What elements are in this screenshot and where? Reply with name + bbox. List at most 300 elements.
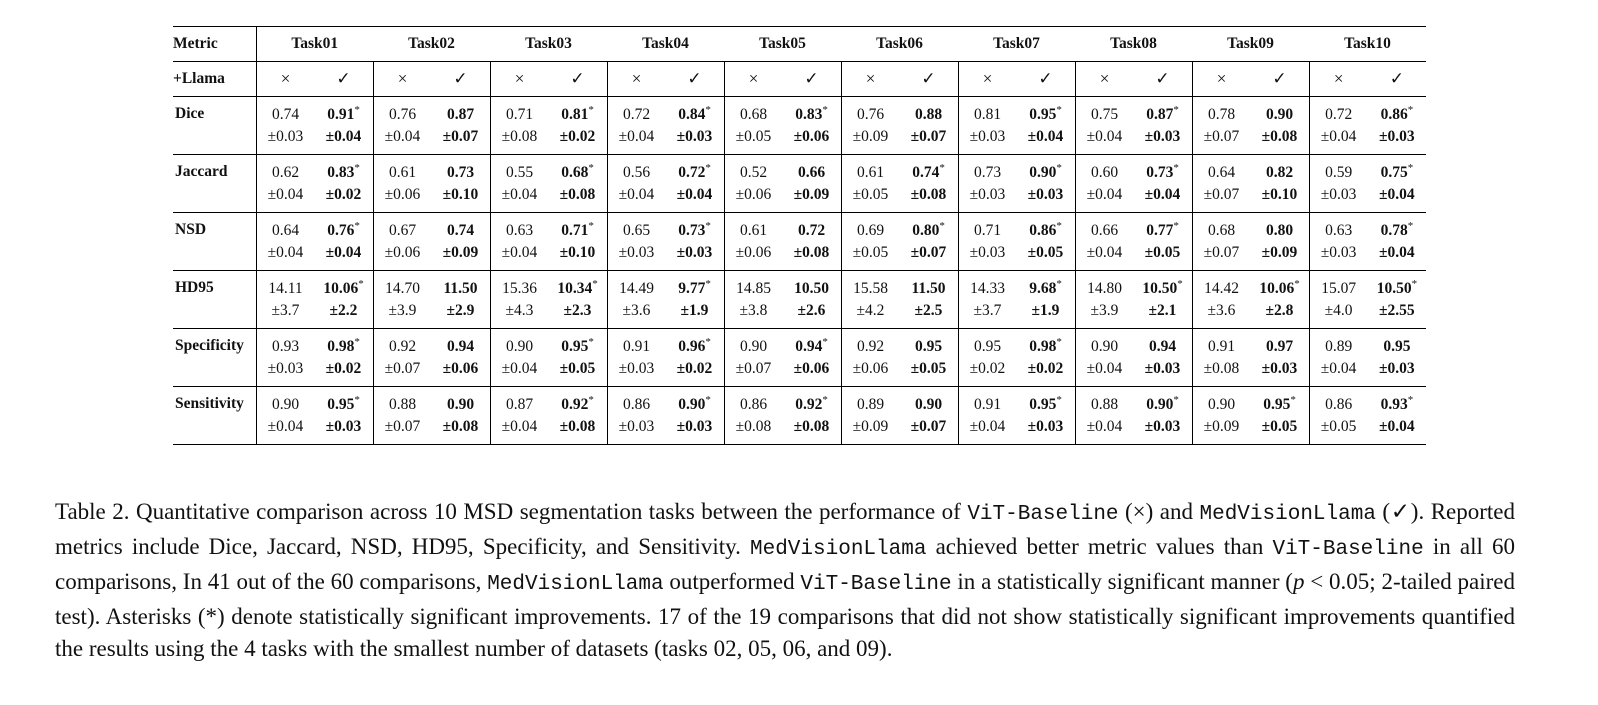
metric-cell: [490, 155, 607, 213]
llama-mean-wrap: [549, 162, 607, 184]
llama-mean-wrap: [900, 162, 958, 184]
caption-segment: in all 60 comparisons, In 41 out of the 60 comparisons,: [55, 534, 1515, 594]
baseline-mean: 15.07: [1321, 279, 1357, 297]
llama-mean: 0.87: [1146, 105, 1174, 123]
llama-mean-wrap: [666, 336, 724, 358]
metric-name: NSD: [173, 213, 256, 271]
llama-mean: 0.78: [1380, 221, 1408, 239]
llama-mean-wrap: [900, 220, 958, 242]
metric-cell: [724, 213, 841, 271]
llama-mean-wrap: [900, 104, 958, 126]
metric-cell: [841, 155, 958, 213]
check-icon: ✓: [1038, 69, 1053, 88]
llama-sd: ±0.03: [676, 127, 713, 145]
baseline-mean: 14.42: [1204, 279, 1239, 297]
baseline-mean: 14.85: [736, 279, 771, 297]
baseline-mean: 0.76: [856, 105, 885, 123]
llama-mean: 10.06: [1259, 279, 1295, 297]
significance-asterisk: *: [354, 103, 360, 116]
check-icon: ✓: [921, 69, 936, 88]
llama-mean-wrap: [432, 394, 490, 416]
llama-mean: 0.90: [446, 395, 475, 413]
llama-mean: 0.86: [1380, 105, 1408, 123]
baseline-sd: ±0.07: [384, 417, 421, 435]
metric-cell: [373, 329, 490, 387]
significance-asterisk: *: [1056, 393, 1062, 406]
baseline-sd: ±0.04: [267, 417, 304, 435]
caption-segment: ViT-Baseline: [800, 573, 952, 596]
caption-segment: ViT-Baseline: [1272, 538, 1424, 561]
llama-mean: 0.96: [678, 337, 706, 355]
check-icon: ✓: [1155, 69, 1170, 88]
metric-name: HD95: [173, 271, 256, 329]
baseline-mean: 0.74: [271, 105, 300, 123]
metric-cell: [607, 97, 724, 155]
llama-sd: ±0.10: [1261, 185, 1298, 203]
baseline-sd: ±3.6: [622, 301, 651, 319]
llama-mean-wrap: [1017, 220, 1075, 242]
llama-mean-wrap: [1134, 278, 1192, 300]
llama-sd: ±0.07: [442, 127, 479, 145]
metric-cell: [1309, 213, 1426, 271]
cross-icon: ×: [280, 69, 291, 88]
metric-cell: [958, 271, 1075, 329]
llama-mean-wrap: [315, 394, 373, 416]
baseline-sd: ±0.03: [267, 127, 304, 145]
llama-mean-wrap: [549, 220, 607, 242]
llama-mean-wrap: [666, 220, 724, 242]
llama-mean: 0.88: [914, 105, 943, 123]
metric-cell: [841, 97, 958, 155]
llama-sd: ±0.10: [559, 243, 596, 261]
llama-sd: ±0.03: [676, 243, 713, 261]
llama-mean-wrap: [549, 278, 607, 300]
baseline-mean: 0.92: [388, 337, 417, 355]
llama-sd: ±0.04: [1379, 185, 1415, 203]
check-icon: ✓: [804, 69, 819, 88]
significance-asterisk: *: [939, 161, 945, 174]
llama-mean-wrap: [1251, 104, 1309, 126]
results-table-container: [173, 26, 1426, 445]
baseline-mean: 0.61: [856, 163, 885, 181]
baseline-mean: 0.59: [1325, 163, 1353, 181]
baseline-mean: 0.76: [388, 105, 417, 123]
check-icon: ✓: [453, 69, 468, 88]
task-header: Task04: [607, 27, 724, 62]
llama-mean-wrap: [315, 336, 373, 358]
metric-cell: [490, 329, 607, 387]
metric-name: Sensitivity: [173, 387, 256, 445]
baseline-mean: 0.86: [739, 395, 768, 413]
llama-mean: 0.95: [914, 337, 943, 355]
llama-sd: ±0.05: [559, 359, 596, 377]
baseline-sd: ±0.03: [1320, 243, 1357, 261]
llama-mean: 0.95: [327, 395, 355, 413]
task-header: Task07: [958, 27, 1075, 62]
llama-mean-wrap: [1017, 336, 1075, 358]
llama-mean-wrap: [315, 220, 373, 242]
llama-sd: ±0.07: [910, 127, 947, 145]
table-row: [173, 329, 1426, 387]
check-icon: ✓: [570, 69, 585, 88]
llama-mean: 0.94: [795, 337, 823, 355]
baseline-sd: ±0.04: [501, 243, 538, 261]
metric-cell: [373, 271, 490, 329]
significance-asterisk: *: [939, 219, 945, 232]
baseline-sd: ±0.02: [969, 359, 1006, 377]
llama-toggle-cell: [1309, 62, 1426, 97]
llama-sd: ±0.05: [1144, 243, 1181, 261]
cross-icon: ×: [865, 69, 876, 88]
metric-cell: [1309, 97, 1426, 155]
results-table: [173, 26, 1426, 445]
llama-mean: 0.66: [797, 163, 826, 181]
significance-asterisk: *: [588, 161, 594, 174]
caption-segment: MedVisionLlama: [487, 573, 664, 596]
baseline-sd: ±0.04: [1086, 359, 1123, 377]
llama-mean: 0.80: [912, 221, 940, 239]
llama-mean: 0.97: [1265, 337, 1294, 355]
llama-toggle-cell: [373, 62, 490, 97]
baseline-mean: 14.11: [268, 279, 303, 297]
llama-sd: ±0.03: [1261, 359, 1298, 377]
significance-asterisk: *: [588, 103, 594, 116]
llama-sd: ±0.09: [1261, 243, 1298, 261]
metric-cell: [490, 213, 607, 271]
baseline-mean: 15.36: [502, 279, 537, 297]
llama-sd: ±0.08: [559, 185, 596, 203]
cross-icon: ×: [397, 69, 408, 88]
llama-mean-wrap: [1251, 278, 1309, 300]
caption-segment: Table 2. Quantitative comparison across 10 MSD segmentation tasks between the performance of: [55, 499, 968, 524]
baseline-sd: ±0.08: [1203, 359, 1240, 377]
significance-asterisk: *: [1177, 277, 1183, 290]
baseline-mean: 14.70: [385, 279, 420, 297]
significance-asterisk: *: [1411, 277, 1418, 290]
table-row: [173, 271, 1426, 329]
caption-segment: outperformed: [663, 569, 801, 594]
caption-segment: in a statistically significant manner (: [951, 569, 1293, 594]
metric-cell: [490, 387, 607, 445]
baseline-mean: 0.90: [739, 337, 768, 355]
baseline-sd: ±3.9: [388, 301, 417, 319]
baseline-sd: ±0.04: [501, 417, 538, 435]
llama-toggle-cell: [1192, 62, 1309, 97]
llama-toggle-cell: [1075, 62, 1192, 97]
metric-cell: [841, 387, 958, 445]
llama-mean-wrap: [783, 162, 841, 184]
llama-mean-wrap: [315, 162, 373, 184]
llama-sd: ±0.03: [1379, 359, 1415, 377]
llama-mean: 0.90: [1029, 163, 1057, 181]
baseline-sd: ±0.03: [618, 359, 655, 377]
llama-mean: 0.72: [678, 163, 706, 181]
metric-cell: [607, 271, 724, 329]
llama-mean-wrap: [900, 336, 958, 358]
baseline-mean: 0.89: [1325, 337, 1353, 355]
baseline-mean: 0.95: [973, 337, 1002, 355]
baseline-sd: ±0.04: [969, 417, 1006, 435]
metric-cell: [490, 97, 607, 155]
llama-mean: 0.80: [1265, 221, 1294, 239]
metric-cell: [1309, 387, 1426, 445]
llama-mean-wrap: [1368, 162, 1426, 184]
llama-mean-wrap: [783, 394, 841, 416]
metric-cell: [1192, 213, 1309, 271]
baseline-sd: ±0.04: [1320, 127, 1357, 145]
baseline-sd: ±0.08: [501, 127, 538, 145]
llama-sd: ±0.02: [559, 127, 596, 145]
llama-sd: ±2.6: [797, 301, 826, 319]
baseline-mean: 0.62: [271, 163, 300, 181]
caption-segment: < 0.05; 2-tailed paired test). Asterisks (*) denote statistically significant improvements. 17 of the 19 comparisons that did not show statistically significant improvements quantified the results using the 4 tasks with the smallest number of datasets (tasks 02, 05, 06, and 09).: [55, 569, 1515, 661]
significance-asterisk: *: [1407, 219, 1414, 232]
baseline-mean: 0.56: [622, 163, 651, 181]
significance-asterisk: *: [1056, 161, 1062, 174]
baseline-sd: ±0.06: [384, 185, 421, 203]
baseline-sd: ±0.07: [735, 359, 772, 377]
baseline-sd: ±0.09: [852, 127, 889, 145]
baseline-mean: 0.64: [271, 221, 300, 239]
llama-sd: ±2.1: [1148, 301, 1177, 319]
llama-mean-wrap: [1368, 336, 1426, 358]
metric-cell: [841, 329, 958, 387]
llama-mean: 0.73: [446, 163, 475, 181]
metric-cell: [1309, 271, 1426, 329]
llama-mean-wrap: [1251, 336, 1309, 358]
baseline-sd: ±0.04: [1320, 359, 1357, 377]
metric-cell: [1309, 155, 1426, 213]
baseline-mean: 0.72: [1325, 105, 1353, 123]
table-row: [173, 213, 1426, 271]
significance-asterisk: *: [1173, 219, 1179, 232]
llama-mean-wrap: [1017, 278, 1075, 300]
llama-mean: 10.34: [557, 279, 593, 297]
metric-cell: [1192, 97, 1309, 155]
metric-cell: [373, 213, 490, 271]
llama-toggle-cell: [724, 62, 841, 97]
metric-cell: [1192, 155, 1309, 213]
baseline-sd: ±0.04: [1086, 185, 1123, 203]
llama-mean: 0.90: [1146, 395, 1174, 413]
llama-mean: 0.77: [1146, 221, 1174, 239]
significance-asterisk: *: [354, 393, 360, 406]
significance-asterisk: *: [1294, 277, 1300, 290]
metric-cell: [607, 329, 724, 387]
llama-mean-wrap: [432, 336, 490, 358]
llama-mean-wrap: [1017, 162, 1075, 184]
llama-mean: 0.81: [561, 105, 589, 123]
significance-asterisk: *: [592, 277, 598, 290]
llama-sd: ±0.08: [793, 417, 830, 435]
llama-sd: ±0.03: [1144, 359, 1181, 377]
llama-mean-wrap: [1368, 220, 1426, 242]
llama-sd: ±0.06: [793, 127, 830, 145]
llama-mean: 0.73: [1146, 163, 1174, 181]
llama-mean: 0.95: [561, 337, 589, 355]
llama-mean: 0.92: [561, 395, 589, 413]
llama-toggle-cell: [958, 62, 1075, 97]
llama-mean: 0.72: [797, 221, 826, 239]
significance-asterisk: *: [1407, 161, 1414, 174]
llama-sd: ±0.03: [1144, 417, 1181, 435]
llama-mean-wrap: [1134, 104, 1192, 126]
llama-sd: ±0.04: [676, 185, 713, 203]
metric-cell: [958, 97, 1075, 155]
caption-segment: ViT-Baseline: [967, 503, 1119, 526]
llama-mean-wrap: [432, 104, 490, 126]
llama-sd: ±0.06: [442, 359, 479, 377]
significance-asterisk: *: [1056, 219, 1062, 232]
llama-mean-wrap: [432, 278, 490, 300]
metric-cell: [841, 271, 958, 329]
significance-asterisk: *: [1056, 335, 1062, 348]
baseline-sd: ±0.06: [735, 185, 772, 203]
llama-sd: ±0.07: [910, 243, 947, 261]
llama-sd: ±1.9: [1031, 301, 1060, 319]
significance-asterisk: *: [1407, 103, 1414, 116]
llama-sd: ±2.5: [914, 301, 943, 319]
metric-cell: [256, 213, 373, 271]
metric-cell: [373, 97, 490, 155]
baseline-mean: 0.73: [973, 163, 1002, 181]
llama-sd: ±0.03: [1144, 127, 1181, 145]
baseline-mean: 0.65: [622, 221, 651, 239]
baseline-mean: 0.64: [1207, 163, 1236, 181]
llama-mean: 0.94: [446, 337, 475, 355]
baseline-sd: ±4.0: [1324, 301, 1353, 319]
llama-mean-wrap: [1251, 220, 1309, 242]
metric-cell: [1075, 387, 1192, 445]
significance-asterisk: *: [1173, 103, 1179, 116]
metric-cell: [724, 155, 841, 213]
llama-mean-wrap: [432, 220, 490, 242]
baseline-mean: 0.66: [1090, 221, 1119, 239]
llama-mean: 0.83: [327, 163, 355, 181]
llama-mean: 10.06: [323, 279, 359, 297]
llama-sd: ±0.03: [676, 417, 713, 435]
baseline-mean: 0.88: [388, 395, 417, 413]
llama-mean-wrap: [783, 104, 841, 126]
baseline-mean: 0.91: [973, 395, 1002, 413]
llama-mean-wrap: [666, 162, 724, 184]
baseline-sd: ±0.07: [1203, 127, 1240, 145]
baseline-mean: 14.33: [970, 279, 1005, 297]
baseline-sd: ±3.8: [739, 301, 768, 319]
baseline-mean: 15.58: [853, 279, 888, 297]
significance-asterisk: *: [705, 219, 711, 232]
baseline-sd: ±0.07: [1203, 185, 1240, 203]
metric-header: Metric: [173, 27, 256, 62]
baseline-sd: ±0.03: [969, 127, 1006, 145]
llama-mean: 11.50: [443, 279, 478, 297]
significance-asterisk: *: [705, 335, 711, 348]
significance-asterisk: *: [705, 103, 711, 116]
check-icon: ✓: [1389, 69, 1404, 88]
llama-mean-wrap: [549, 336, 607, 358]
llama-sd: ±0.04: [325, 243, 362, 261]
baseline-mean: 0.90: [1090, 337, 1119, 355]
llama-sd: ±0.08: [442, 417, 479, 435]
llama-sd: ±0.08: [559, 417, 596, 435]
significance-asterisk: *: [822, 335, 828, 348]
metric-name: Jaccard: [173, 155, 256, 213]
llama-mean: 0.90: [678, 395, 706, 413]
caption-segment: MedVisionLlama: [1199, 503, 1376, 526]
baseline-sd: ±0.04: [267, 185, 304, 203]
llama-mean: 0.95: [1029, 395, 1057, 413]
llama-sd: ±0.08: [910, 185, 947, 203]
llama-mean: 0.93: [1380, 395, 1408, 413]
baseline-mean: 0.86: [1325, 395, 1353, 413]
llama-sd: ±0.08: [793, 243, 830, 261]
llama-toggle-cell: [490, 62, 607, 97]
metric-cell: [958, 213, 1075, 271]
check-icon: ✓: [1272, 69, 1287, 88]
llama-mean: 0.91: [327, 105, 355, 123]
llama-sd: ±0.04: [1144, 185, 1181, 203]
llama-sd: ±2.3: [563, 301, 592, 319]
significance-asterisk: *: [1290, 393, 1296, 406]
check-icon: ✓: [687, 69, 702, 88]
baseline-sd: ±4.2: [856, 301, 885, 319]
table-body: [173, 97, 1426, 445]
significance-asterisk: *: [1173, 393, 1179, 406]
llama-mean-wrap: [549, 394, 607, 416]
significance-asterisk: *: [1407, 393, 1414, 406]
baseline-sd: ±0.05: [1320, 417, 1357, 435]
baseline-mean: 0.90: [271, 395, 300, 413]
llama-sd: ±0.02: [325, 185, 362, 203]
metric-cell: [1192, 387, 1309, 445]
baseline-sd: ±0.03: [618, 417, 655, 435]
llama-toggle-cell: [607, 62, 724, 97]
metric-cell: [607, 387, 724, 445]
llama-label: +Llama: [173, 62, 256, 97]
baseline-mean: 14.80: [1087, 279, 1122, 297]
llama-sd: ±0.02: [325, 359, 362, 377]
baseline-sd: ±0.03: [618, 243, 655, 261]
caption-segment: (✓). Reported metrics include Dice, Jaccard, NSD, HD95, Specificity, and Sensitivity.: [55, 499, 1516, 559]
llama-mean: 0.98: [1029, 337, 1057, 355]
llama-mean: 11.50: [911, 279, 946, 297]
llama-mean: 0.92: [795, 395, 823, 413]
llama-mean-wrap: [1134, 162, 1192, 184]
metric-cell: [256, 97, 373, 155]
table-row: [173, 155, 1426, 213]
metric-cell: [724, 271, 841, 329]
baseline-sd: ±3.6: [1207, 301, 1236, 319]
significance-asterisk: *: [705, 277, 711, 290]
task-header-row: [173, 27, 1426, 62]
llama-sd: ±0.08: [1261, 127, 1298, 145]
baseline-mean: 0.69: [856, 221, 885, 239]
significance-asterisk: *: [705, 161, 711, 174]
task-header: Task05: [724, 27, 841, 62]
metric-cell: [490, 271, 607, 329]
metric-cell: [1075, 213, 1192, 271]
baseline-mean: 0.88: [1090, 395, 1119, 413]
llama-sd: ±0.09: [442, 243, 479, 261]
llama-sd: ±0.04: [1027, 127, 1064, 145]
llama-sd: ±0.03: [1379, 127, 1415, 145]
llama-mean: 0.74: [446, 221, 475, 239]
llama-mean-wrap: [783, 220, 841, 242]
baseline-sd: ±0.04: [501, 359, 538, 377]
baseline-mean: 0.87: [505, 395, 534, 413]
llama-sd: ±0.10: [442, 185, 479, 203]
metric-name: Dice: [173, 97, 256, 155]
